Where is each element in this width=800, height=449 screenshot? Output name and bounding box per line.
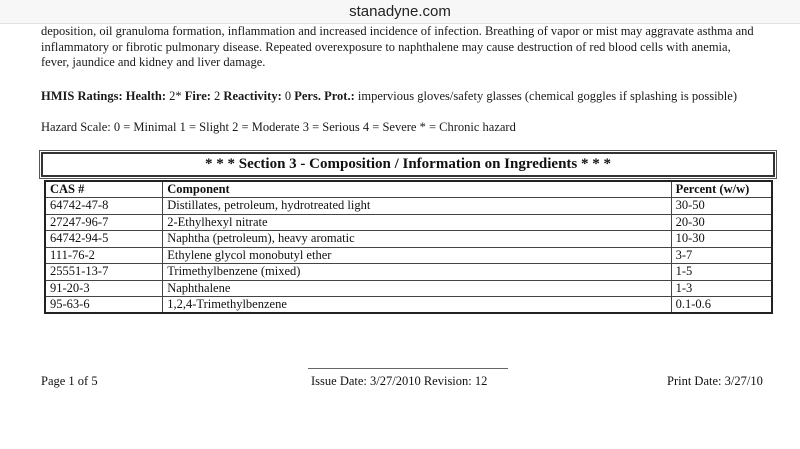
header-percent: Percent (w/w)	[671, 181, 772, 198]
fire-value: 2	[214, 89, 221, 103]
table-row	[45, 198, 772, 215]
url-bar[interactable]	[0, 0, 800, 24]
table-row	[45, 247, 772, 264]
cell-percent: 3-7	[671, 247, 772, 264]
reactivity-value: 0	[284, 89, 292, 103]
pers-prot-label: Pers. Prot.:	[294, 89, 355, 103]
cell-cas: 64742-47-8	[45, 198, 163, 215]
print-date: Print Date: 3/27/10	[667, 374, 763, 388]
cell-cas: 27247-96-7	[45, 214, 163, 231]
document-page	[0, 24, 800, 449]
ingredients-table	[44, 180, 773, 314]
cell-component: Ethylene glycol monobutyl ether	[163, 247, 671, 264]
hmis-label: HMIS Ratings:	[41, 89, 123, 103]
cell-cas: 95-63-6	[45, 297, 163, 314]
header-component: Component	[163, 181, 671, 198]
url-text[interactable]: stanadyne.com	[349, 3, 451, 20]
table-row	[45, 280, 772, 297]
cell-component: Distillates, petroleum, hydrotreated light	[163, 198, 671, 215]
cell-cas: 111-76-2	[45, 247, 163, 264]
table-header-row	[45, 181, 772, 198]
health-label: Health:	[125, 89, 167, 103]
cell-percent: 20-30	[671, 214, 772, 231]
table-row	[45, 264, 772, 281]
cell-percent: 0.1-0.6	[671, 297, 772, 314]
cell-percent: 30-50	[671, 198, 772, 215]
issue-date: Issue Date: 3/27/2010 Revision: 12	[311, 374, 488, 388]
cell-component: 1,2,4-Trimethylbenzene	[163, 297, 671, 314]
cell-cas: 25551-13-7	[45, 264, 163, 281]
footer-divider-line	[308, 368, 508, 369]
cell-cas: 91-20-3	[45, 280, 163, 297]
health-value: 2*	[169, 89, 182, 103]
fire-label: Fire:	[184, 89, 211, 103]
cell-component: Naphtha (petroleum), heavy aromatic	[163, 231, 671, 248]
table-row	[45, 231, 772, 248]
hmis-ratings	[41, 89, 761, 105]
hazard-scale: Hazard Scale: 0 = Minimal 1 = Slight 2 = Moderate 3 = Serious 4 = Severe * = Chronic hazard	[41, 120, 516, 134]
header-cas: CAS #	[45, 181, 163, 198]
section-3-header	[41, 152, 775, 177]
cell-cas: 64742-94-5	[45, 231, 163, 248]
cell-percent: 1-5	[671, 264, 772, 281]
cell-percent: 1-3	[671, 280, 772, 297]
cell-percent: 10-30	[671, 231, 772, 248]
cell-component: Naphthalene	[163, 280, 671, 297]
cell-component: Trimethylbenzene (mixed)	[163, 264, 671, 281]
section-3-title: * * * Section 3 - Composition / Information on Ingredients * * *	[205, 156, 611, 172]
health-effects-paragraph: deposition, oil granuloma formation, inflammation and increased incidence of infection. Breathing of vapor or mist may aggravate asthma and inflammatory or fibrotic pulmonary disease. Repeated overexposure to naphthalene may cause destruction of red blood cells with anemia, fever, jaundice and kidney and liver damage.	[41, 24, 754, 69]
table-row	[45, 297, 772, 314]
pers-prot-value: impervious gloves/safety glasses (chemical goggles if splashing is possible)	[357, 89, 737, 103]
cell-component: 2-Ethylhexyl nitrate	[163, 214, 671, 231]
reactivity-label: Reactivity:	[223, 89, 282, 103]
page-number: Page 1 of 5	[41, 374, 98, 388]
table-row	[45, 214, 772, 231]
